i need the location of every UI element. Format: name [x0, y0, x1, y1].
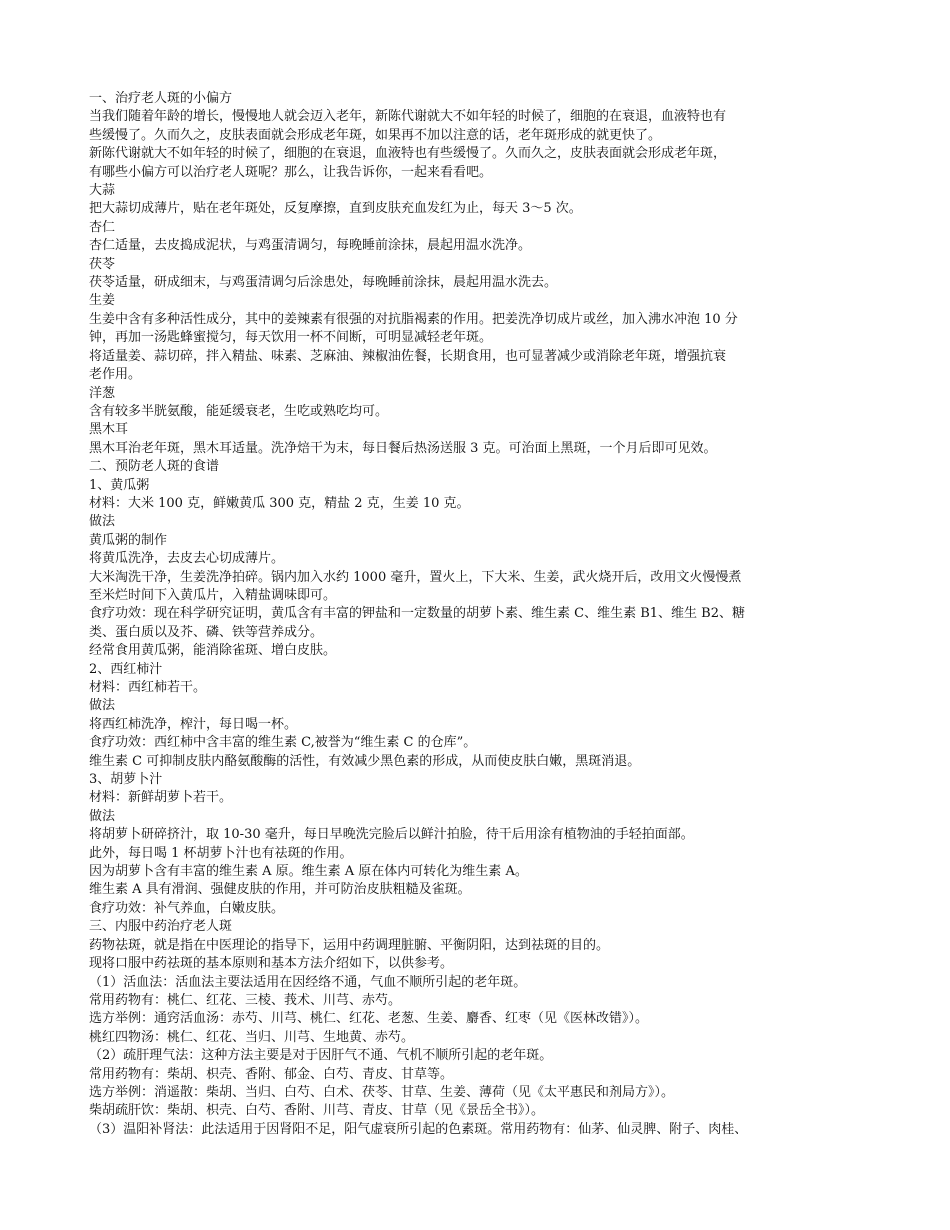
paragraph-line: 老作用。	[89, 367, 142, 383]
paragraph-line: 至米烂时间下入黄瓜片，入精盐调味即可。	[89, 587, 337, 603]
paragraph-line: 新陈代谢就大不如年轻的时候了，细胞的在衰退，血液特也有些缓慢了。久而久之，皮肤表面就会形成老年斑，	[89, 146, 727, 162]
subheading: 做法	[89, 698, 116, 714]
paragraph-line: 经常食用黄瓜粥，能消除雀斑、增白皮肤。	[89, 643, 337, 659]
paragraph-line: 桃红四物汤：桃仁、红花、当归、川芎、生地黄、赤芍。	[89, 1029, 415, 1045]
paragraph-line: 些缓慢了。久而久之，皮肤表面就会形成老年斑，如果再不加以注意的话，老年斑形成的就更快了。	[89, 127, 662, 143]
subheading: 1、黄瓜粥	[89, 477, 150, 493]
paragraph-line: 柴胡疏肝饮：柴胡、枳壳、白芍、香附、川芎、青皮、甘草（见《景岳全书》）。	[89, 1103, 545, 1119]
subheading: 做法	[89, 808, 116, 824]
paragraph-line: 将黄瓜洗净，去皮去心切成薄片。	[89, 551, 285, 567]
subheading: 黑木耳	[89, 422, 129, 438]
paragraph-line: 将胡萝卜研碎挤汁，取 10-30 毫升，每日早晚洗完脸后以鲜汁拍脸，待干后用涂有植物油的手轻拍面部。	[89, 827, 694, 843]
subheading: 洋葱	[89, 385, 116, 401]
document-body	[89, 90, 864, 1139]
subheading: 生姜	[89, 293, 116, 309]
paragraph-line: 生姜中含有多种活性成分，其中的姜辣素有很强的对抗脂褐素的作用。把姜洗净切成片或丝，加入沸水冲泡 10 分	[89, 311, 738, 327]
subheading: 黄瓜粥的制作	[89, 532, 168, 548]
paragraph-line: 此外，每日喝 1 杯胡萝卜汁也有祛斑的作用。	[89, 845, 353, 861]
subheading: 大蒜	[89, 183, 116, 199]
subheading: 3、胡萝卜汁	[89, 772, 163, 788]
paragraph-line: 含有较多半胱氨酸，能延缓衰老，生吃或熟吃均可。	[89, 403, 389, 419]
paragraph-line: 食疗功效：补气养血，白嫩皮肤。	[89, 900, 285, 916]
paragraph-line: （2）疏肝理气法：这种方法主要是对于因肝气不通、气机不顺所引起的老年斑。	[89, 1048, 553, 1064]
paragraph-line: 将西红柿洗净，榨汁，每日喝一杯。	[89, 716, 298, 732]
paragraph-line: 类、蛋白质以及芥、磷、铁等营养成分。	[89, 624, 324, 640]
section-heading: 三、内服中药治疗老人斑	[89, 919, 233, 935]
paragraph-line: 将适量姜、蒜切碎，拌入精盐、味素、芝麻油、辣椒油佐餐，长期食用，也可显著减少或消除老年斑，增强抗衰	[89, 348, 727, 364]
paragraph-line: 维生素 C 可抑制皮肤内酪氨酸酶的活性，有效减少黑色素的形成，从而使皮肤白嫩，黑斑消退。	[89, 753, 641, 769]
subheading: 杏仁	[89, 219, 116, 235]
paragraph-line: 材料：大米 100 克，鲜嫩黄瓜 300 克，精盐 2 克，生姜 10 克。	[89, 495, 470, 511]
paragraph-line: 选方举例：通窍活血汤：赤芍、川芎、桃仁、红花、老葱、生姜、麝香、红枣（见《医林改错》）。	[89, 1011, 649, 1027]
paragraph-line: 茯苓适量，研成细末，与鸡蛋清调匀后涂患处，每晚睡前涂抹，晨起用温水洗去。	[89, 275, 558, 291]
paragraph-line: 常用药物有：柴胡、枳壳、香附、郁金、白芍、青皮、甘草等。	[89, 1066, 454, 1082]
paragraph-line: 有哪些小偏方可以治疗老人斑呢？那么，让我告诉你，一起来看看吧。	[89, 164, 493, 180]
section-heading: 二、预防老人斑的食谱	[89, 459, 220, 475]
paragraph-line: 常用药物有：桃仁、红花、三棱、莪术、川芎、赤芍。	[89, 992, 402, 1008]
paragraph-line: 药物祛斑，就是指在中医理论的指导下，运用中药调理脏腑、平衡阴阳，达到祛斑的目的。	[89, 937, 610, 953]
paragraph-line: 现将口服中药祛斑的基本原则和基本方法介绍如下，以供参考。	[89, 956, 454, 972]
paragraph-line: 选方举例：消遥散：柴胡、当归、白芍、白术、茯苓、甘草、生姜、薄荷（见《太平惠民和剂局方》）。	[89, 1084, 675, 1100]
paragraph-line: 因为胡萝卜含有丰富的维生素 A 原。维生素 A 原在体内可转化为维生素 A。	[89, 864, 528, 880]
subheading: 茯苓	[89, 256, 116, 272]
paragraph-line: 大米淘洗干净，生姜洗净拍碎。锅内加入水约 1000 毫升，置火上，下大米、生姜，武火烧开后，改用文火慢慢煮	[89, 569, 742, 585]
subheading: 做法	[89, 514, 116, 530]
paragraph-line: 食疗功效：西红柿中含丰富的维生素 C,被誉为“维生素 C 的仓库”。	[89, 735, 477, 751]
paragraph-line: 食疗功效：现在科学研究证明，黄瓜含有丰富的钾盐和一定数量的胡萝卜素、维生素 C、维生素 B1、维生 B2、糖	[89, 606, 745, 622]
section-heading: 一、治疗老人斑的小偏方	[89, 91, 233, 106]
paragraph-line: 杏仁适量，去皮捣成泥状，与鸡蛋清调匀，每晚睡前涂抹，晨起用温水洗净。	[89, 238, 532, 254]
paragraph-line: 黑木耳治老年斑，黑木耳适量。洗净焙干为末，每日餐后热汤送服 3 克。可治面上黑斑，一个月后即可见效。	[89, 440, 717, 456]
paragraph-line: 材料：新鲜胡萝卜若干。	[89, 790, 233, 806]
paragraph-line: 当我们随着年龄的增长，慢慢地人就会迈入老年，新陈代谢就大不如年轻的时候了，细胞的在衰退，血液特也有	[89, 109, 727, 125]
paragraph-line: 维生素 A 具有滑润、强健皮肤的作用，并可防治皮肤粗糙及雀斑。	[89, 882, 471, 898]
paragraph-line: （1）活血法：活血法主要法适用在因经络不通，气血不顺所引起的老年斑。	[89, 974, 527, 990]
paragraph-line: 钟，再加一汤匙蜂蜜搅匀，每天饮用一杯不间断，可明显减轻老年斑。	[89, 330, 493, 346]
paragraph-line: （3）温阳补肾法：此法适用于因肾阳不足，阳气虚衰所引起的色素斑。常用药物有：仙茅、仙灵脾、附子、肉桂、	[89, 1121, 748, 1137]
paragraph-line: 材料：西红柿若干。	[89, 680, 207, 695]
paragraph-line: 把大蒜切成薄片，贴在老年斑处，反复摩擦，直到皮肤充血发红为止，每天 3～5 次。	[89, 201, 582, 217]
subheading: 2、西红柿汁	[89, 661, 163, 677]
